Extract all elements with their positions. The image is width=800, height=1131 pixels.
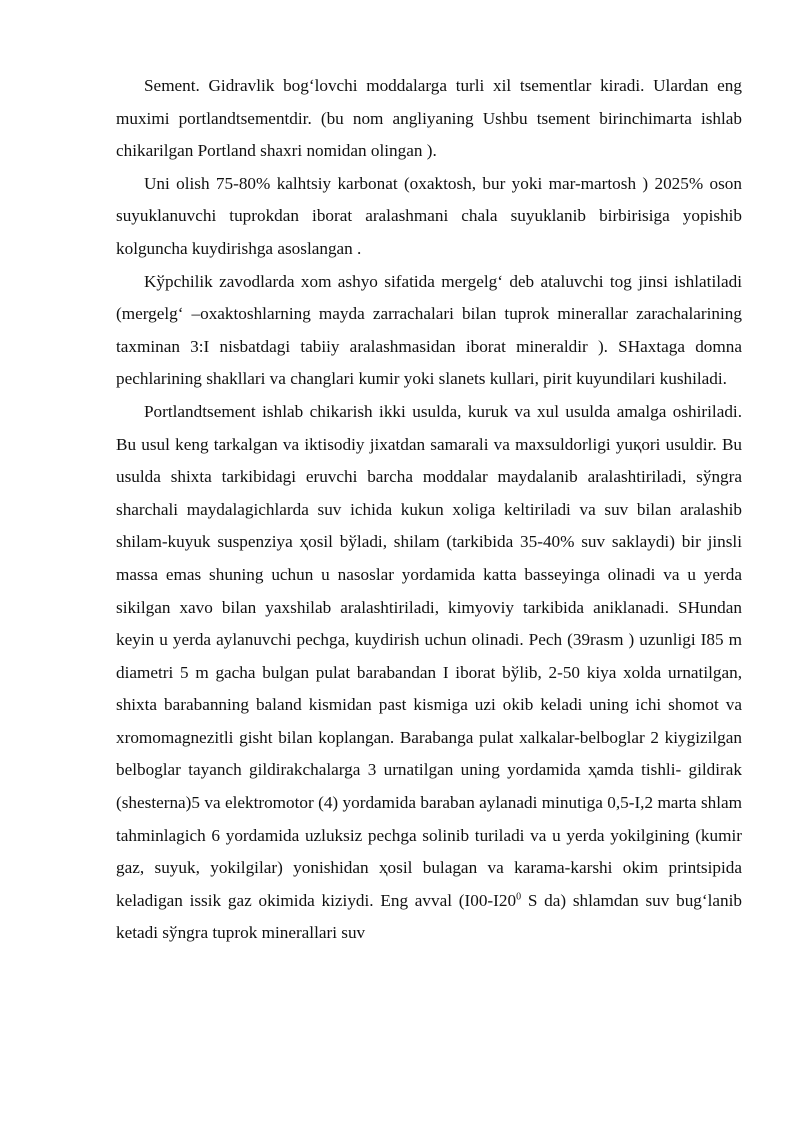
paragraph-production-basis: Uni olish 75-80% kalhtsiy karbonat (oxaktosh, bur yoki mar-martosh ) 2025% oson suyuklanuvchi tuprokdan iborat aralashmani chala suyuklanib birbirisiga yopishib kolguncha kuydirishga asoslangan .	[116, 173, 742, 258]
paragraph-raw-materials: Kўpchilik zavodlarda xom ashyo sifatida mergelg‘ deb ataluvchi tog jinsi ishlatiladi (mergelg‘ –oxaktoshlarning mayda zarrachalari bilan tuprok minerallar zarachalarining taxminan 3:I nisbatdagi tabiiy aralashmasidan iborat mineraldir ). SHaxtaga domna pechlarining shakllari va changlari kumir yoki slanets kullari, pirit kuyundilari kushiladi.	[116, 271, 742, 389]
paragraph-production-methods	[116, 396, 742, 950]
paragraph-production-methods-text: Portlandtsement ishlab chikarish ikki usulda, kuruk va xul usulda amalga oshiriladi. Bu usul keng tarkalgan va iktisodiy jixatdan samarali va maxsuldorligi yuқori usuldir. Bu usulda shixta tarkibidagi eruvchi barcha moddalar maydalanib aralashtiriladi, sўngra sharchali maydalagichlarda suv ichida kukun xoliga keltiriladi va suv bilan aralashib shilam-kuyuk suspenziya ҳosil bўladi, shilam (tarkibida 35-40% suv saklaydi) bir jinsli massa emas shuning uchun u nasoslar yordamida katta basseyinga olinadi va u yerda sikilgan xavo bilan yaxshilab aralashtiriladi, kimyoviy tarkibida aniklanadi. SHundan keyin u yerda aylanuvchi pechga, kuydirish uchun olinadi. Pech (39rasm ) uzunligi I85 m diametrі 5 m gacha bulgan pulat barabandan I iborat bўlib, 2-50 kiya xolda urnatilgan, shixta barabanning baland kismidan past kismiga uzi okib keladi uning ichi shomot va xromomagnezitli gisht bilan koplangan. Barabanga pulat xalkalar-belboglar 2 kiygizilgan belboglar tayanch gildirakchalarga 3 urnatilgan uning yordamida ҳamda tishli- gildirak (shesterna)5 va elektromotor (4) yordamida baraban aylanadi minutiga 0,5-I,2 marta shlam tahminlagich 6 yordamida uzluksiz pechga solinib turiladi va u yerda yokilgining (kumir gaz, suyuk, yokilgilar) yonishidan ҳosil bulagan va karama-karshi okim printsipida keladigan issik gaz okimida kiziydi. Eng avval (I00-I20	[116, 401, 742, 910]
paragraph-production-methods-tail: S da) shlamdan suv bug‘lanib ketadi sўngra tuprok minerallari suv	[116, 890, 742, 943]
document-page	[116, 70, 742, 950]
degree-superscript: 0	[516, 891, 522, 903]
paragraph-cement-intro: Sement. Gidravlik bog‘lovchi moddalarga turli xil tsementlar kiradi. Ulardan eng muximi portlandtsementdir. (bu nom angliyaning Ushbu tsement birinchimarta ishlab chikarilgan Portland shaxri nomidan olingan ).	[116, 76, 742, 161]
